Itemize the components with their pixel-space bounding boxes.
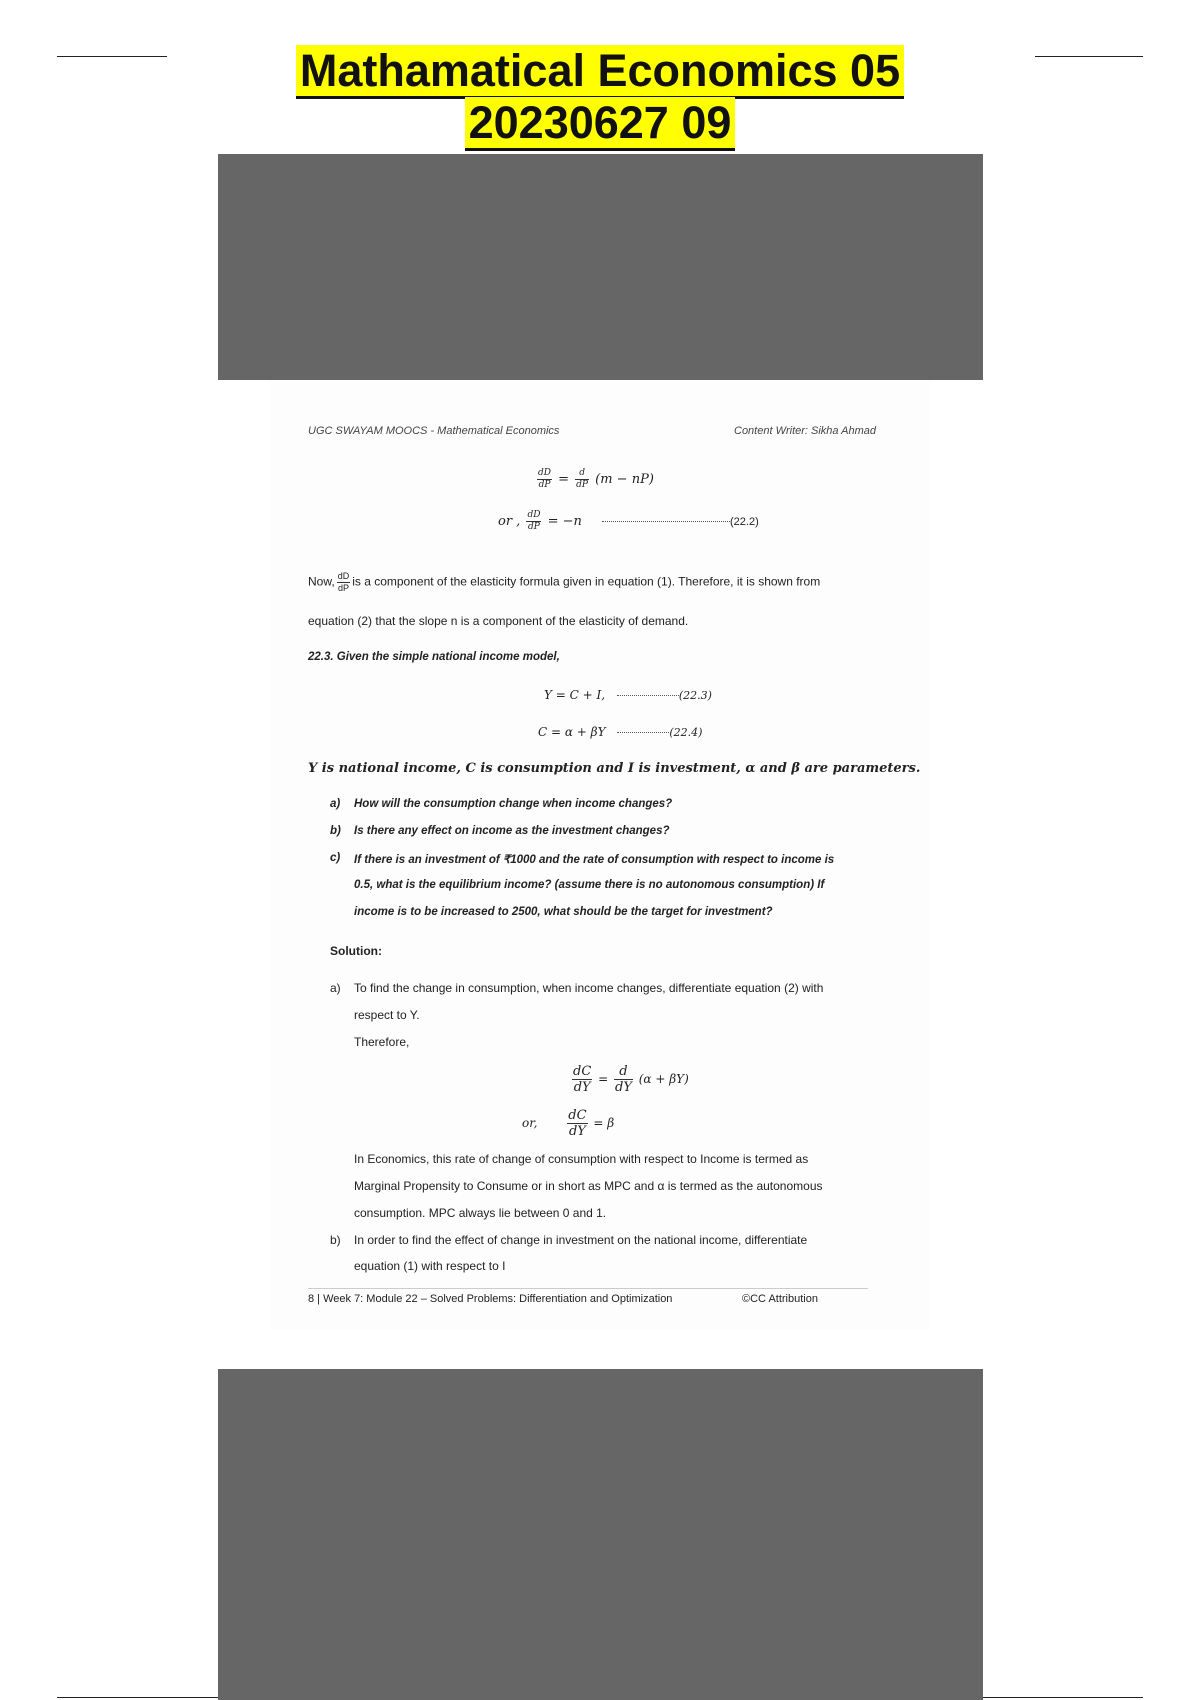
page-header-left: UGC SWAYAM MOOCS - Mathematical Economics	[308, 425, 560, 437]
economics-line-2: Marginal Propensity to Consume or in short as MPC and α is termed as the autonomous	[354, 1179, 823, 1193]
eq5-d-den: dY	[615, 1080, 632, 1095]
eq5-rhs: (α + βY)	[638, 1072, 689, 1086]
eq4-lhs: C = α + βY	[538, 725, 606, 739]
eq5-den: dY	[573, 1080, 591, 1095]
solution-label: Solution:	[330, 944, 382, 958]
question-c-line-2: 0.5, what is the equilibrium income? (assume there is no autonomous consumption) If	[354, 879, 825, 891]
equation-22-2	[498, 510, 759, 533]
equation-mpc	[522, 1108, 614, 1139]
solution-b-line-1: In order to find the effect of change in investment on the national income, differentiate	[354, 1233, 808, 1247]
equation-dc-dy	[570, 1064, 689, 1095]
question-a-label: a)	[330, 798, 341, 810]
solution-a-line-2: respect to Y.	[354, 1008, 420, 1022]
page-footer-rule	[308, 1288, 868, 1289]
eq2-rhs: = −n	[547, 514, 582, 529]
eq5-d-num: d	[614, 1064, 633, 1080]
eq2-leader	[602, 521, 730, 522]
eq4-number: (22.4)	[669, 726, 703, 739]
eq5-num: dC	[573, 1064, 592, 1079]
equation-22-1	[535, 468, 654, 491]
para-now-frac-den: dP	[337, 583, 349, 593]
equation-22-4	[538, 725, 702, 739]
equation-22-3	[544, 688, 712, 702]
solution-a-therefore: Therefore,	[354, 1035, 410, 1049]
eq1-den: dP	[538, 480, 551, 490]
page-footer-right: ©CC Attribution	[742, 1293, 818, 1305]
eq2-prefix: or ,	[498, 514, 521, 529]
question-a-text: How will the consumption change when income changes?	[354, 798, 673, 810]
upper-gray-block	[218, 154, 983, 380]
eq1-d-num: d	[575, 468, 589, 480]
title-line-1	[0, 46, 1200, 96]
question-heading: 22.3. Given the simple national income model,	[308, 651, 560, 663]
solution-b-label: b)	[330, 1233, 341, 1247]
question-c-line-1: If there is an investment of ₹1000 and the rate of consumption with respect to income is	[354, 854, 835, 866]
model-note: Y is national income, C is consumption and I is investment, α and β are parameters.	[308, 761, 921, 776]
eq1-equals: =	[558, 472, 570, 487]
eq1-d-den: dP	[576, 480, 588, 490]
eq6-den: dY	[568, 1124, 586, 1139]
eq1-rhs: (m − nP)	[595, 472, 654, 487]
eq3-leader	[617, 695, 679, 696]
para-now-frac-num: dD	[337, 571, 350, 581]
eq3-lhs: Y = C + I,	[544, 688, 606, 702]
question-b-label: b)	[330, 825, 341, 837]
lower-gray-block	[218, 1369, 983, 1700]
eq2-den: dP	[528, 522, 540, 532]
solution-a-line-1: To find the change in consumption, when income changes, differentiate equation (2) with	[354, 981, 824, 995]
para-now-line-1	[308, 571, 820, 594]
title-line-2	[0, 98, 1200, 148]
page-header-right: Content Writer: Sikha Ahmad	[734, 425, 877, 437]
question-c-label: c)	[330, 852, 341, 864]
question-b-text: Is there any effect on income as the investment changes?	[354, 825, 670, 837]
eq6-rhs: = β	[593, 1116, 615, 1130]
economics-line-1: In Economics, this rate of change of consumption with respect to Income is termed as	[354, 1152, 809, 1166]
page-footer-left: 8 | Week 7: Module 22 – Solved Problems: Differentiation and Optimization	[308, 1293, 673, 1305]
eq4-leader	[617, 732, 669, 733]
eq2-number: (22.2)	[730, 516, 759, 528]
title-line-1-text: Mathamatical Economics 05	[296, 45, 904, 99]
para-now-text: is a component of the elasticity formula given in equation (1). Therefore, it is shown from	[352, 574, 821, 589]
eq6-num: dC	[568, 1108, 587, 1123]
eq2-num: dD	[527, 510, 541, 520]
title-line-2-text: 20230627 09	[465, 97, 736, 151]
economics-line-3: consumption. MPC always lie between 0 and 1.	[354, 1206, 607, 1220]
question-c-line-3: income is to be increased to 2500, what should be the target for investment?	[354, 906, 773, 918]
eq3-number: (22.3)	[678, 689, 712, 702]
document-page	[270, 380, 930, 1330]
eq6-prefix: or,	[522, 1116, 538, 1130]
para-now-line-2: equation (2) that the slope n is a component of the elasticity of demand.	[308, 614, 689, 628]
para-now-prefix: Now,	[308, 574, 335, 589]
eq5-equals: =	[598, 1072, 609, 1086]
solution-b-line-2: equation (1) with respect to I	[354, 1259, 506, 1273]
eq1-num: dD	[538, 468, 551, 478]
solution-a-label: a)	[330, 981, 341, 995]
